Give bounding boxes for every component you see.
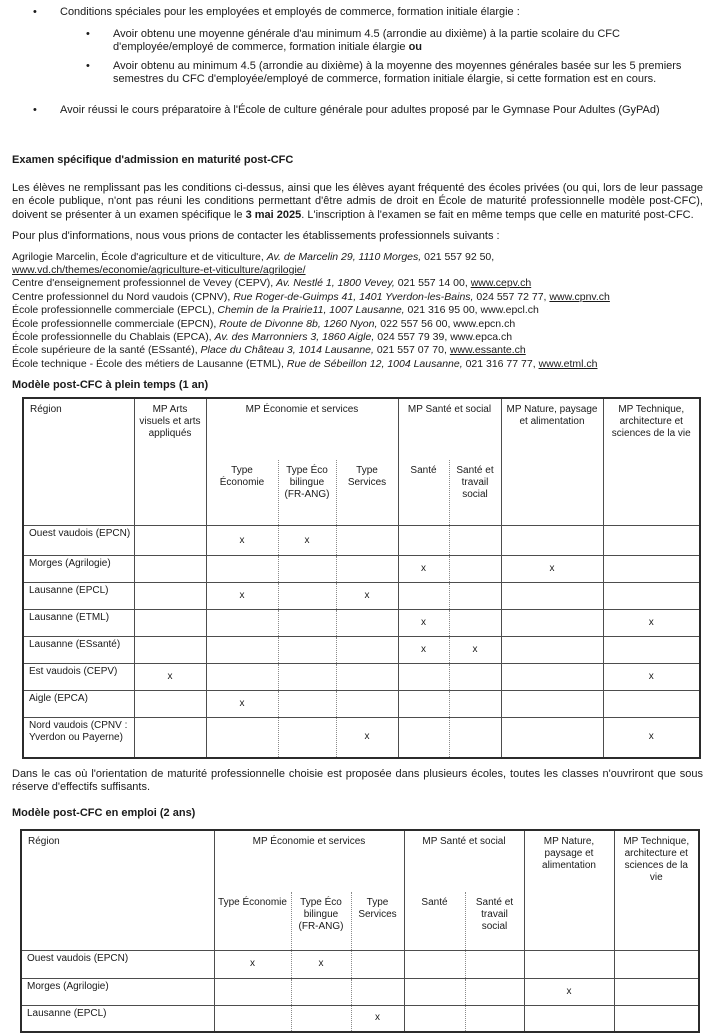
mark-cell [336, 691, 398, 718]
mark-cell [336, 526, 398, 556]
school-phone: 021 557 92 50, [424, 250, 495, 263]
bullet-icon: • [86, 59, 90, 72]
school-phone: 021 316 77 77, [465, 357, 536, 370]
school-link[interactable]: www.cpnv.ch [549, 290, 610, 303]
school-entry [12, 304, 703, 317]
mark-cell [465, 950, 524, 978]
bullet-item-gypad [23, 104, 703, 118]
bullet-text: Avoir réussi le cours préparatoire à l'École de culture générale pour adultes proposé par le Gymnase Pour Adultes (GyPAd) [60, 103, 660, 116]
school-link[interactable]: www.cepv.ch [470, 277, 532, 290]
mark-cell [134, 718, 206, 758]
school-name: Agrilogie Marcelin, École d'agriculture et de viticulture, [12, 250, 264, 263]
sub-bullet-text [113, 28, 685, 55]
school-address: Rue Roger-de-Guimps 41, 1401 Yverdon-les-Bains, [233, 290, 474, 303]
school-entry [12, 318, 703, 331]
paragraph-text: . L'inscription à l'examen se fait en même temps que celle en maturité post-CFC. [301, 208, 694, 221]
mark-cell [614, 978, 699, 1005]
school-entry [12, 251, 703, 264]
mark-cell [336, 637, 398, 664]
mark-cell [336, 610, 398, 637]
table-header-group-row [23, 398, 700, 460]
mark-cell [351, 950, 404, 978]
mark-cell [501, 637, 603, 664]
mark-cell [134, 691, 206, 718]
mark-cell [449, 691, 501, 718]
col-header-region: Région [21, 830, 214, 950]
subcol-sante-travail: Santé et travail social [465, 892, 524, 950]
subcol-sante: Santé [404, 892, 465, 950]
school-address: Chemin de la Prairie11, 1007 Lausanne, [217, 304, 405, 317]
mark-cell [465, 1005, 524, 1032]
subcol-eco-bilingue: Type Éco bilingue (FR-ANG) [278, 460, 336, 526]
school-name: École professionnelle commerciale (EPCL), [12, 304, 215, 317]
row-region-label: Lausanne (ETML) [23, 610, 134, 637]
subcol-type-economie: Type Économie [206, 460, 278, 526]
mark-cell: x [351, 1005, 404, 1032]
mark-cell [278, 556, 336, 583]
mark-cell [614, 950, 699, 978]
col-header-technique: MP Technique, architecture et sciences de la vie [603, 398, 700, 526]
mark-cell [603, 583, 700, 610]
school-address: Route de Divonne 8b, 1260 Nyon, [219, 317, 378, 330]
exam-date-bold: 3 mai 2025 [245, 208, 302, 221]
school-name: Centre professionnel du Nord vaudois (CPNV), [12, 290, 231, 303]
school-link[interactable]: www.epcl.ch [480, 304, 539, 317]
mark-cell: x [603, 664, 700, 691]
school-phone: 021 557 14 00, [397, 277, 468, 290]
mark-cell [614, 1005, 699, 1032]
bullet-icon: • [86, 27, 90, 40]
row-region-label: Lausanne (ESsanté) [23, 637, 134, 664]
mark-cell [291, 1005, 351, 1032]
mark-cell [404, 950, 465, 978]
mark-cell [449, 526, 501, 556]
mark-cell [501, 691, 603, 718]
mark-cell [449, 718, 501, 758]
mark-cell [524, 1005, 614, 1032]
mark-cell: x [336, 718, 398, 758]
col-header-nature: MP Nature, paysage et alimentation [524, 830, 614, 950]
school-phone: 024 557 79 39, [377, 330, 448, 343]
school-entry [12, 344, 703, 357]
mark-cell [134, 610, 206, 637]
school-address: Av. de Marcelin 29, 1110 Morges, [266, 250, 422, 263]
row-region-label: Aigle (EPCA) [23, 691, 134, 718]
col-header-technique: MP Technique, architecture et sciences de la vie [614, 830, 699, 950]
mark-cell [278, 691, 336, 718]
paragraph-contact: Pour plus d'informations, nous vous prions de contacter les établissements professionnels suivants : [12, 230, 500, 242]
mark-cell [134, 637, 206, 664]
school-address: Av. Nestlé 1, 1800 Vevey, [276, 277, 395, 290]
bullet-icon: • [33, 6, 37, 18]
table-row [21, 1005, 699, 1032]
table-row [23, 664, 700, 691]
table1-title: Modèle post-CFC à plein temps (1 an) [12, 379, 209, 392]
mark-cell [501, 526, 603, 556]
mark-cell: x [501, 556, 603, 583]
school-link[interactable]: www.vd.ch/themes/economie/agriculture-et-viticulture/agrilogie/ [12, 263, 306, 276]
school-name: École professionnelle du Chablais (EPCA), [12, 330, 212, 343]
school-entry [12, 331, 703, 344]
mark-cell [501, 718, 603, 758]
subcol-sante: Santé [398, 460, 449, 526]
mark-cell: x [278, 526, 336, 556]
table-row [21, 978, 699, 1005]
mark-cell: x [603, 718, 700, 758]
mark-cell [214, 1005, 291, 1032]
mark-cell [603, 556, 700, 583]
school-address: Av. des Marronniers 3, 1860 Aigle, [214, 330, 375, 343]
school-link[interactable]: www.etml.ch [538, 357, 598, 370]
mark-cell [404, 978, 465, 1005]
row-region-label: Ouest vaudois (EPCN) [23, 526, 134, 556]
school-address: Place du Château 3, 1014 Lausanne, [200, 344, 374, 357]
col-header-economie: MP Économie et services [214, 830, 404, 892]
row-region-label: Nord vaudois (CPNV : Yverdon ou Payerne) [23, 718, 134, 758]
section-heading-examen: Examen spécifique d'admission en maturité post-CFC [12, 154, 294, 166]
mark-cell: x [398, 556, 449, 583]
table-row [23, 610, 700, 637]
mark-cell [351, 978, 404, 1005]
table-row [23, 691, 700, 718]
bullet-text: Conditions spéciales pour les employées et employés de commerce, formation initiale élargie : [60, 6, 520, 18]
school-entry [12, 291, 703, 304]
mark-cell [449, 556, 501, 583]
school-address: Rue de Sébeillon 12, 1004 Lausanne, [286, 357, 463, 370]
mark-cell: x [134, 664, 206, 691]
col-header-sante: MP Santé et social [404, 830, 524, 892]
table2-title: Modèle post-CFC en emploi (2 ans) [12, 806, 196, 819]
mark-cell [603, 637, 700, 664]
paragraph-examen [12, 182, 703, 223]
mark-cell [214, 978, 291, 1005]
table-row [23, 637, 700, 664]
table-post-cfc-plein-temps [22, 397, 701, 759]
bullet-icon: • [33, 103, 37, 116]
sub-bullet-item-1 [76, 28, 703, 55]
mark-cell: x [336, 583, 398, 610]
sub-bullet-text: Avoir obtenu au minimum 4.5 (arrondie au dixième) à la moyenne des moyennes générales basée sur les 5 premiers semestres du CFC d'employée/employé de commerce, formation initiale élargie, si cette formation est en cours. [113, 59, 682, 85]
mark-cell [398, 583, 449, 610]
mark-cell [206, 637, 278, 664]
subcol-sante-travail: Santé et travail social [449, 460, 501, 526]
table-row [21, 950, 699, 978]
school-link-line [12, 264, 703, 277]
mark-cell [465, 978, 524, 1005]
row-region-label: Morges (Agrilogie) [21, 978, 214, 1005]
mark-cell [134, 583, 206, 610]
schools-list [12, 251, 703, 372]
col-header-arts: MP Arts visuels et arts appliqués [134, 398, 206, 526]
mark-cell: x [449, 637, 501, 664]
mark-cell [278, 718, 336, 758]
paragraph-text: Les élèves ne remplissant pas les conditions ci-dessus, ainsi que les élèves ayant fréquenté des écoles privées (ou qui, lors de leur passage en école publique, n'ont pas réuni les conditions permettant d'être admis de droit en École de maturité professionnelle modèle post-CFC), doivent se présenter à un examen spécifique le [12, 181, 703, 221]
mark-cell [206, 610, 278, 637]
school-entry [12, 358, 703, 371]
mark-cell [501, 610, 603, 637]
col-header-sante: MP Santé et social [398, 398, 501, 460]
mark-cell [449, 664, 501, 691]
note-after-table1: Dans le cas où l'orientation de maturité professionnelle choisie est proposée dans plusieurs écoles, toutes les classes n'ouvriront que sous réserve d'effectifs suffisants. [12, 767, 703, 794]
mark-cell [278, 610, 336, 637]
bullet-item-conditions [23, 6, 703, 20]
school-entry [12, 277, 703, 290]
mark-cell [404, 1005, 465, 1032]
mark-cell: x [206, 583, 278, 610]
row-region-label: Lausanne (EPCL) [21, 1005, 214, 1032]
school-name: École supérieure de la santé (ESsanté), [12, 344, 198, 357]
school-phone: 022 557 56 00, [380, 317, 451, 330]
mark-cell [278, 583, 336, 610]
mark-cell [524, 950, 614, 978]
mark-cell: x [214, 950, 291, 978]
school-name: École technique - École des métiers de Lausanne (ETML), [12, 357, 284, 370]
mark-cell [336, 556, 398, 583]
school-phone: 021 316 95 00, [407, 304, 478, 317]
table-row [23, 718, 700, 758]
school-link[interactable]: www.epcn.ch [453, 317, 516, 330]
mark-cell: x [603, 610, 700, 637]
mark-cell [291, 978, 351, 1005]
sub-bullet-item-2 [76, 60, 703, 87]
mark-cell [134, 526, 206, 556]
table-row [23, 583, 700, 610]
mark-cell: x [206, 526, 278, 556]
row-region-label: Lausanne (EPCL) [23, 583, 134, 610]
sub-bullet-text-main: Avoir obtenu une moyenne générale d'au minimum 4.5 (arrondie au dixième) à la partie scolaire du CFC d'employée/employé de commerce, formation initiale élargie [113, 27, 620, 53]
mark-cell [501, 583, 603, 610]
col-header-economie: MP Économie et services [206, 398, 398, 460]
school-link[interactable]: www.essante.ch [449, 344, 526, 357]
col-header-region: Région [23, 398, 134, 526]
school-link[interactable]: www.epca.ch [450, 330, 513, 343]
school-phone: 024 557 72 77, [476, 290, 547, 303]
school-name: École professionnelle commerciale (EPCN), [12, 317, 217, 330]
school-phone: 021 557 07 70, [376, 344, 447, 357]
col-header-nature: MP Nature, paysage et alimentation [501, 398, 603, 526]
mark-cell [336, 664, 398, 691]
mark-cell [398, 718, 449, 758]
table-row [23, 526, 700, 556]
mark-cell: x [206, 691, 278, 718]
mark-cell [398, 691, 449, 718]
row-region-label: Morges (Agrilogie) [23, 556, 134, 583]
mark-cell [398, 664, 449, 691]
mark-cell [278, 664, 336, 691]
mark-cell: x [398, 637, 449, 664]
mark-cell [449, 583, 501, 610]
mark-cell [206, 664, 278, 691]
subcol-eco-bilingue: Type Éco bilingue (FR-ANG) [291, 892, 351, 950]
mark-cell [449, 610, 501, 637]
mark-cell [603, 526, 700, 556]
table-post-cfc-en-emploi [20, 829, 700, 1033]
table-row [23, 556, 700, 583]
mark-cell: x [398, 610, 449, 637]
mark-cell: x [291, 950, 351, 978]
table-header-group-row [21, 830, 699, 892]
sub-bullet-text-bold-ou: ou [408, 41, 423, 53]
mark-cell [206, 718, 278, 758]
row-region-label: Ouest vaudois (EPCN) [21, 950, 214, 978]
mark-cell [501, 664, 603, 691]
row-region-label: Est vaudois (CEPV) [23, 664, 134, 691]
mark-cell [278, 637, 336, 664]
mark-cell [206, 556, 278, 583]
mark-cell [134, 556, 206, 583]
subcol-type-services: Type Services [351, 892, 404, 950]
mark-cell [603, 691, 700, 718]
subcol-type-economie: Type Économie [214, 892, 291, 950]
school-name: Centre d'enseignement professionnel de Vevey (CEPV), [12, 277, 274, 290]
subcol-type-services: Type Services [336, 460, 398, 526]
mark-cell [398, 526, 449, 556]
mark-cell: x [524, 978, 614, 1005]
